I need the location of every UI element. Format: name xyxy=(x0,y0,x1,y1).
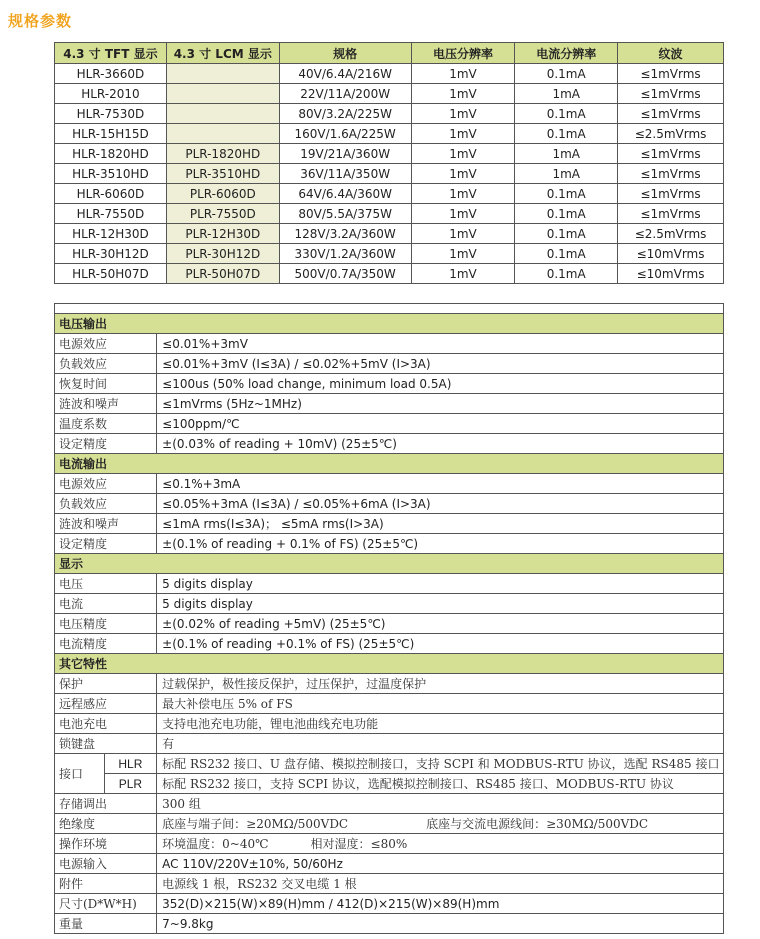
cell-tft-model: HLR-30H12D xyxy=(55,244,167,264)
spec-row xyxy=(55,534,724,554)
spec-label: 电流精度 xyxy=(55,634,157,654)
spec-value: ±(0.02% of reading +5mV) (25±5℃) xyxy=(157,614,724,634)
model-row xyxy=(55,124,724,144)
env-temperature: 环境温度：0~40℃ xyxy=(162,837,269,851)
spec-value: 7~9.8kg xyxy=(157,914,724,934)
cell-voltage-resolution: 1mV xyxy=(411,264,515,284)
header-current-resolution: 电流分辨率 xyxy=(515,43,618,64)
spec-value: ≤0.05%+3mA (I≤3A) / ≤0.05%+6mA (I>3A) xyxy=(157,494,724,514)
spec-label: 远程感应 xyxy=(55,694,157,714)
cell-tft-model: HLR-2010 xyxy=(55,84,167,104)
cell-tft-model: HLR-1820HD xyxy=(55,144,167,164)
cell-lcm-model xyxy=(166,84,279,104)
model-row xyxy=(55,164,724,184)
cell-ripple: ≤1mVrms xyxy=(618,204,724,224)
spec-label: 电流 xyxy=(55,594,157,614)
cell-spec: 36V/11A/350W xyxy=(279,164,411,184)
cell-spec: 128V/3.2A/360W xyxy=(279,224,411,244)
spec-row xyxy=(55,694,724,714)
spec-value: ≤100us (50% load change, minimum load 0.5A) xyxy=(157,374,724,394)
spec-label: 电压精度 xyxy=(55,614,157,634)
cell-voltage-resolution: 1mV xyxy=(411,224,515,244)
cell-lcm-model: PLR-30H12D xyxy=(166,244,279,264)
spec-table-top-spacer xyxy=(55,304,724,314)
spec-row xyxy=(55,794,724,814)
cell-voltage-resolution: 1mV xyxy=(411,104,515,124)
header-voltage-resolution: 电压分辨率 xyxy=(411,43,515,64)
spec-value: ≤0.01%+3mV xyxy=(157,334,724,354)
spec-table xyxy=(54,303,724,934)
spec-value: ≤100ppm/℃ xyxy=(157,414,724,434)
cell-current-resolution: 0.1mA xyxy=(515,64,618,84)
cell-ripple: ≤1mVrms xyxy=(618,184,724,204)
cell-spec: 80V/3.2A/225W xyxy=(279,104,411,124)
spec-row xyxy=(55,394,724,414)
header-ripple: 纹波 xyxy=(618,43,724,64)
cell-ripple: ≤1mVrms xyxy=(618,64,724,84)
model-row xyxy=(55,84,724,104)
cell-voltage-resolution: 1mV xyxy=(411,244,515,264)
cell-current-resolution: 0.1mA xyxy=(515,204,618,224)
spec-label: 设定精度 xyxy=(55,434,157,454)
cell-ripple: ≤10mVrms xyxy=(618,244,724,264)
cell-tft-model: HLR-6060D xyxy=(55,184,167,204)
cell-lcm-model xyxy=(166,64,279,84)
insulation-terminal: 底座与端子间：≥20MΩ/500VDC xyxy=(162,817,349,831)
model-row xyxy=(55,104,724,124)
cell-ripple: ≤10mVrms xyxy=(618,264,724,284)
header-spec: 规格 xyxy=(279,43,411,64)
spec-row xyxy=(55,834,724,854)
spec-value xyxy=(157,834,724,854)
cell-lcm-model: PLR-3510HD xyxy=(166,164,279,184)
section-current-output: 电流输出 xyxy=(55,454,724,474)
spec-row xyxy=(55,734,724,754)
cell-current-resolution: 1mA xyxy=(515,164,618,184)
spec-value: ≤0.1%+3mA xyxy=(157,474,724,494)
spec-value: AC 110V/220V±10%, 50/60Hz xyxy=(157,854,724,874)
spec-label: 涟波和噪声 xyxy=(55,514,157,534)
cell-spec: 160V/1.6A/225W xyxy=(279,124,411,144)
interface-hlr-label: HLR xyxy=(104,754,157,774)
cell-ripple: ≤1mVrms xyxy=(618,144,724,164)
cell-voltage-resolution: 1mV xyxy=(411,184,515,204)
model-row xyxy=(55,204,724,224)
interface-plr-label: PLR xyxy=(104,774,157,794)
spec-value: ±(0.1% of reading +0.1% of FS) (25±5℃) xyxy=(157,634,724,654)
page-title: 规格参数 xyxy=(8,12,73,30)
spec-row xyxy=(55,574,724,594)
cell-current-resolution: 0.1mA xyxy=(515,124,618,144)
interface-hlr-value: 标配 RS232 接口、U 盘存储、模拟控制接口，支持 SCPI 和 MODBUS-RTU 协议，选配 RS485 接口 xyxy=(157,754,724,774)
cell-tft-model: HLR-50H07D xyxy=(55,264,167,284)
spec-value: 电源线 1 根，RS232 交叉电缆 1 根 xyxy=(157,874,724,894)
spec-label-interface: 接口 xyxy=(55,754,105,794)
spec-label: 电池充电 xyxy=(55,714,157,734)
interface-plr-value: 标配 RS232 接口，支持 SCPI 协议，选配模拟控制接口、RS485 接口、MODBUS-RTU 协议 xyxy=(157,774,724,794)
env-humidity: 相对湿度：≤80% xyxy=(310,837,408,851)
cell-voltage-resolution: 1mV xyxy=(411,84,515,104)
cell-spec: 330V/1.2A/360W xyxy=(279,244,411,264)
spec-row xyxy=(55,494,724,514)
cell-spec: 64V/6.4A/360W xyxy=(279,184,411,204)
spec-label: 电源输入 xyxy=(55,854,157,874)
cell-lcm-model: PLR-1820HD xyxy=(166,144,279,164)
spec-value: 300 组 xyxy=(157,794,724,814)
spec-row xyxy=(55,334,724,354)
spec-row xyxy=(55,874,724,894)
spec-label: 存储调出 xyxy=(55,794,157,814)
insulation-ac-line: 底座与交流电源线间：≥30MΩ/500VDC xyxy=(426,817,649,831)
spec-label: 重量 xyxy=(55,914,157,934)
cell-voltage-resolution: 1mV xyxy=(411,64,515,84)
cell-current-resolution: 1mA xyxy=(515,84,618,104)
cell-lcm-model: PLR-7550D xyxy=(166,204,279,224)
spec-value: ≤1mVrms (5Hz~1MHz) xyxy=(157,394,724,414)
spec-label: 尺寸(D*W*H) xyxy=(55,894,157,914)
spec-value: ≤0.01%+3mV (I≤3A) / ≤0.02%+5mV (I>3A) xyxy=(157,354,724,374)
cell-voltage-resolution: 1mV xyxy=(411,144,515,164)
section-display: 显示 xyxy=(55,554,724,574)
spec-label: 设定精度 xyxy=(55,534,157,554)
model-row xyxy=(55,144,724,164)
cell-current-resolution: 0.1mA xyxy=(515,224,618,244)
spec-row xyxy=(55,894,724,914)
spec-label: 恢复时间 xyxy=(55,374,157,394)
spec-row xyxy=(55,914,724,934)
spec-value: 过载保护，极性接反保护，过压保护，过温度保护 xyxy=(157,674,724,694)
model-row xyxy=(55,224,724,244)
spec-value: 5 digits display xyxy=(157,574,724,594)
spec-label: 锁键盘 xyxy=(55,734,157,754)
spec-label: 电压 xyxy=(55,574,157,594)
spec-row xyxy=(55,814,724,834)
model-table-header-row xyxy=(55,43,724,64)
cell-lcm-model: PLR-6060D xyxy=(166,184,279,204)
spec-row xyxy=(55,674,724,694)
spec-row xyxy=(55,514,724,534)
cell-tft-model: HLR-7550D xyxy=(55,204,167,224)
header-tft: 4.3 寸 TFT 显示 xyxy=(55,43,167,64)
spec-value: 有 xyxy=(157,734,724,754)
cell-spec: 40V/6.4A/216W xyxy=(279,64,411,84)
model-row xyxy=(55,184,724,204)
spec-label: 负载效应 xyxy=(55,354,157,374)
spec-value: ±(0.1% of reading + 0.1% of FS) (25±5℃) xyxy=(157,534,724,554)
spec-row xyxy=(55,634,724,654)
cell-tft-model: HLR-15H15D xyxy=(55,124,167,144)
spec-row xyxy=(55,354,724,374)
spec-value: ≤1mA rms(I≤3A)； ≤5mA rms(I>3A) xyxy=(157,514,724,534)
model-row xyxy=(55,64,724,84)
cell-ripple: ≤1mVrms xyxy=(618,84,724,104)
spec-label: 绝缘度 xyxy=(55,814,157,834)
section-voltage-output: 电压输出 xyxy=(55,314,724,334)
spec-row xyxy=(55,614,724,634)
cell-tft-model: HLR-12H30D xyxy=(55,224,167,244)
spec-value xyxy=(157,814,724,834)
model-table xyxy=(54,42,724,284)
cell-current-resolution: 0.1mA xyxy=(515,184,618,204)
spec-label: 涟波和噪声 xyxy=(55,394,157,414)
cell-voltage-resolution: 1mV xyxy=(411,164,515,184)
spec-row xyxy=(55,754,724,774)
cell-spec: 22V/11A/200W xyxy=(279,84,411,104)
spec-row xyxy=(55,414,724,434)
spec-label: 保护 xyxy=(55,674,157,694)
cell-current-resolution: 0.1mA xyxy=(515,244,618,264)
spec-row xyxy=(55,774,724,794)
spec-row xyxy=(55,374,724,394)
spec-value: 最大补偿电压 5% of FS xyxy=(157,694,724,714)
spec-label: 温度系数 xyxy=(55,414,157,434)
spec-value: 支持电池充电功能，锂电池曲线充电功能 xyxy=(157,714,724,734)
spec-label: 负载效应 xyxy=(55,494,157,514)
cell-ripple: ≤1mVrms xyxy=(618,104,724,124)
spec-row xyxy=(55,594,724,614)
cell-lcm-model: PLR-12H30D xyxy=(166,224,279,244)
header-lcm: 4.3 寸 LCM 显示 xyxy=(166,43,279,64)
cell-lcm-model xyxy=(166,104,279,124)
cell-current-resolution: 0.1mA xyxy=(515,104,618,124)
spec-label: 操作环境 xyxy=(55,834,157,854)
cell-spec: 80V/5.5A/375W xyxy=(279,204,411,224)
section-other-features: 其它特性 xyxy=(55,654,724,674)
cell-voltage-resolution: 1mV xyxy=(411,204,515,224)
cell-tft-model: HLR-7530D xyxy=(55,104,167,124)
cell-lcm-model: PLR-50H07D xyxy=(166,264,279,284)
spec-label: 电源效应 xyxy=(55,334,157,354)
model-row xyxy=(55,244,724,264)
spec-row xyxy=(55,854,724,874)
cell-tft-model: HLR-3660D xyxy=(55,64,167,84)
spec-label: 电源效应 xyxy=(55,474,157,494)
spec-label: 附件 xyxy=(55,874,157,894)
cell-spec: 500V/0.7A/350W xyxy=(279,264,411,284)
spec-row xyxy=(55,434,724,454)
cell-current-resolution: 0.1mA xyxy=(515,264,618,284)
spec-value: ±(0.03% of reading + 10mV) (25±5℃) xyxy=(157,434,724,454)
spec-row xyxy=(55,714,724,734)
cell-tft-model: HLR-3510HD xyxy=(55,164,167,184)
model-row xyxy=(55,264,724,284)
cell-lcm-model xyxy=(166,124,279,144)
spec-value: 352(D)×215(W)×89(H)mm / 412(D)×215(W)×89(H)mm xyxy=(157,894,724,914)
cell-ripple: ≤2.5mVrms xyxy=(618,124,724,144)
spec-row xyxy=(55,474,724,494)
spec-value: 5 digits display xyxy=(157,594,724,614)
cell-ripple: ≤1mVrms xyxy=(618,164,724,184)
cell-voltage-resolution: 1mV xyxy=(411,124,515,144)
cell-current-resolution: 1mA xyxy=(515,144,618,164)
cell-ripple: ≤2.5mVrms xyxy=(618,224,724,244)
cell-spec: 19V/21A/360W xyxy=(279,144,411,164)
